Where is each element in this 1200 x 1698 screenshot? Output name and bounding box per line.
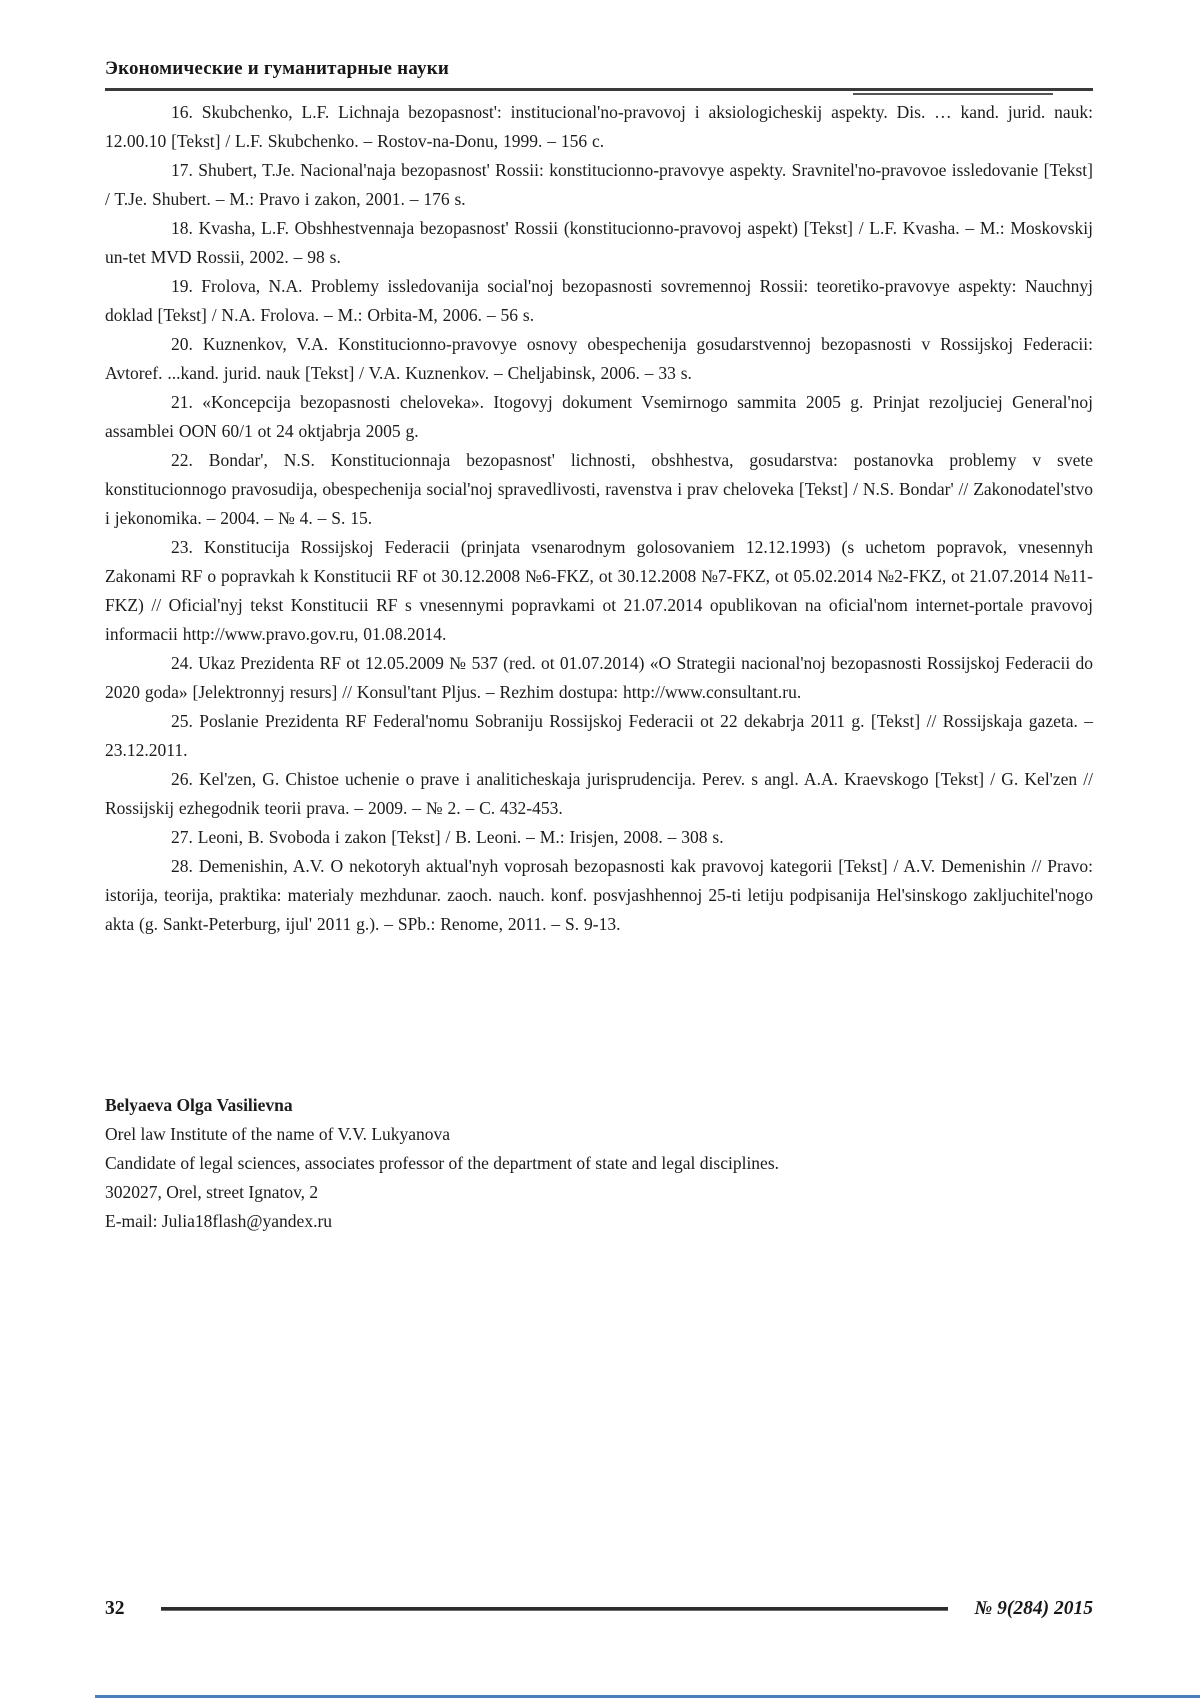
author-info — [105, 1091, 1093, 1236]
reference-item: 20. Kuznenkov, V.A. Konstitucionno-pravovye osnovy obespechenija gosudarstvennoj bezopasnosti v Rossijskoj Federacii: Avtoref. ...kand. jurid. nauk [Tekst] / V.A. Kuznenkov. – Cheljabinsk, 2006. – 33 s. — [105, 334, 1093, 383]
references-list — [105, 98, 1093, 939]
author-affiliation: Orel law Institute of the name of V.V. Lukyanova — [105, 1124, 451, 1144]
reference-item: 18. Kvasha, L.F. Obshhestvennaja bezopasnost' Rossii (konstitucionno-pravovoj aspekt) [Tekst] / L.F. Kvasha. – M.: Moskovskij un-tet MVD Rossii, 2002. – 98 s. — [105, 218, 1093, 267]
page-footer — [105, 1598, 1093, 1620]
reference-item: 28. Demenishin, A.V. O nekotoryh aktual'nyh voprosah bezopasnosti kak pravovoj kategorii [Tekst] / A.V. Demenishin // Pravo: istorija, teorija, praktika: materialy mezhdunar. zaoch. nauch. konf. posvjashhennoj 25-ti letiju podpisanija Hel'sinskogo zakljuchitel'nogo akta (g. Sankt-Peterburg, ijul' 2011 g.). – SPb.: Renome, 2011. – S. 9-13. — [105, 856, 1093, 934]
author-address: 302027, Orel, street Ignatov, 2 — [105, 1182, 319, 1202]
issue-number: № 9(284) 2015 — [974, 1598, 1093, 1619]
section-title: Экономические и гуманитарные науки — [105, 58, 450, 79]
reference-item: 24. Ukaz Prezidenta RF ot 12.05.2009 № 537 (red. ot 01.07.2014) «O Strategii nacional'noj bezopasnosti Rossijskoj Federacii do 2020 goda» [Jelektronnyj resurs] // Konsul'tant Pljus. – Rezhim dostupa: http://www.consultant.ru. — [105, 653, 1093, 702]
page-header — [105, 58, 1093, 87]
reference-item: 22. Bondar', N.S. Konstitucionnaja bezopasnost' lichnosti, obshhestva, gosudarstva: postanovka problemy v svete konstitucionnogo pravosudija, obespechenija social'noj spravedlivosti, ravenstva i prav cheloveka [Tekst] / N.S. Bondar' // Zakonodatel'stvo i jekonomika. – 2004. – № 4. – S. 15. — [105, 450, 1093, 528]
footer-rule — [161, 1607, 949, 1611]
page-number: 32 — [105, 1598, 125, 1619]
reference-item: 19. Frolova, N.A. Problemy issledovanija social'noj bezopasnosti sovremennoj Rossii: teoretiko-pravovye aspekty: Nauchnyj doklad [Tekst] / N.A. Frolova. – M.: Orbita-M, 2006. – 56 s. — [105, 276, 1093, 325]
author-name: Belyaeva Olga Vasilievna — [105, 1095, 293, 1115]
reference-item: 17. Shubert, T.Je. Nacional'naja bezopasnost' Rossii: konstitucionno-pravovye aspekty. Sravnitel'no-pravovoe issledovanie [Tekst] / T.Je. Shubert. – M.: Pravo i zakon, 2001. – 176 s. — [105, 160, 1093, 209]
reference-item: 27. Leoni, B. Svoboda i zakon [Tekst] / B. Leoni. – M.: Irisjen, 2008. – 308 s. — [171, 827, 724, 847]
reference-item: 16. Skubchenko, L.F. Lichnaja bezopasnost': institucional'no-pravovoj i aksiologicheskij aspekty. Dis. … kand. jurid. nauk: 12.00.10 [Tekst] / L.F. Skubchenko. – Rostov-na-Donu, 1999. – 156 c. — [105, 102, 1093, 151]
reference-item: 23. Konstitucija Rossijskoj Federacii (prinjata vsenarodnym golosovaniem 12.12.1993) (s uchetom popravok, vnesennyh Zakonami RF o popravkah k Konstitucii RF ot 30.12.2008 №6-FKZ, ot 30.12.2008 №7-FKZ, ot 05.02.2014 №2-FKZ, ot 21.07.2014 №11-FKZ) // Oficial'nyj tekst Konstitucii RF s vnesennymi popravkami ot 21.07.2014 opublikovan na oficial'nom internet-portale pravovoj informacii http://www.pravo.gov.ru, 01.08.2014. — [105, 537, 1093, 644]
reference-item: 25. Poslanie Prezidenta RF Federal'nomu Sobraniju Rossijskoj Federacii ot 22 dekabrja 2011 g. [Tekst] // Rossijskaja gazeta. – 23.12.2011. — [105, 711, 1093, 760]
author-email: E-mail: Julia18flash@yandex.ru — [105, 1211, 333, 1231]
author-position: Candidate of legal sciences, associates professor of the department of state and legal disciplines. — [105, 1153, 780, 1173]
header-rule-secondary — [853, 93, 1053, 95]
header-rule — [105, 88, 1093, 91]
reference-item: 26. Kel'zen, G. Chistoe uchenie o prave i analiticheskaja jurisprudencija. Perev. s angl. A.A. Kraevskogo [Tekst] / G. Kel'zen // Rossijskij ezhegodnik teorii prava. – 2009. – № 2. – C. 432-453. — [105, 769, 1093, 818]
reference-item: 21. «Koncepcija bezopasnosti cheloveka». Itogovyj dokument Vsemirnogo sammita 2005 g. Prinjat rezoljuciej General'noj assamblei OON 60/1 ot 24 oktjabrja 2005 g. — [105, 392, 1093, 441]
